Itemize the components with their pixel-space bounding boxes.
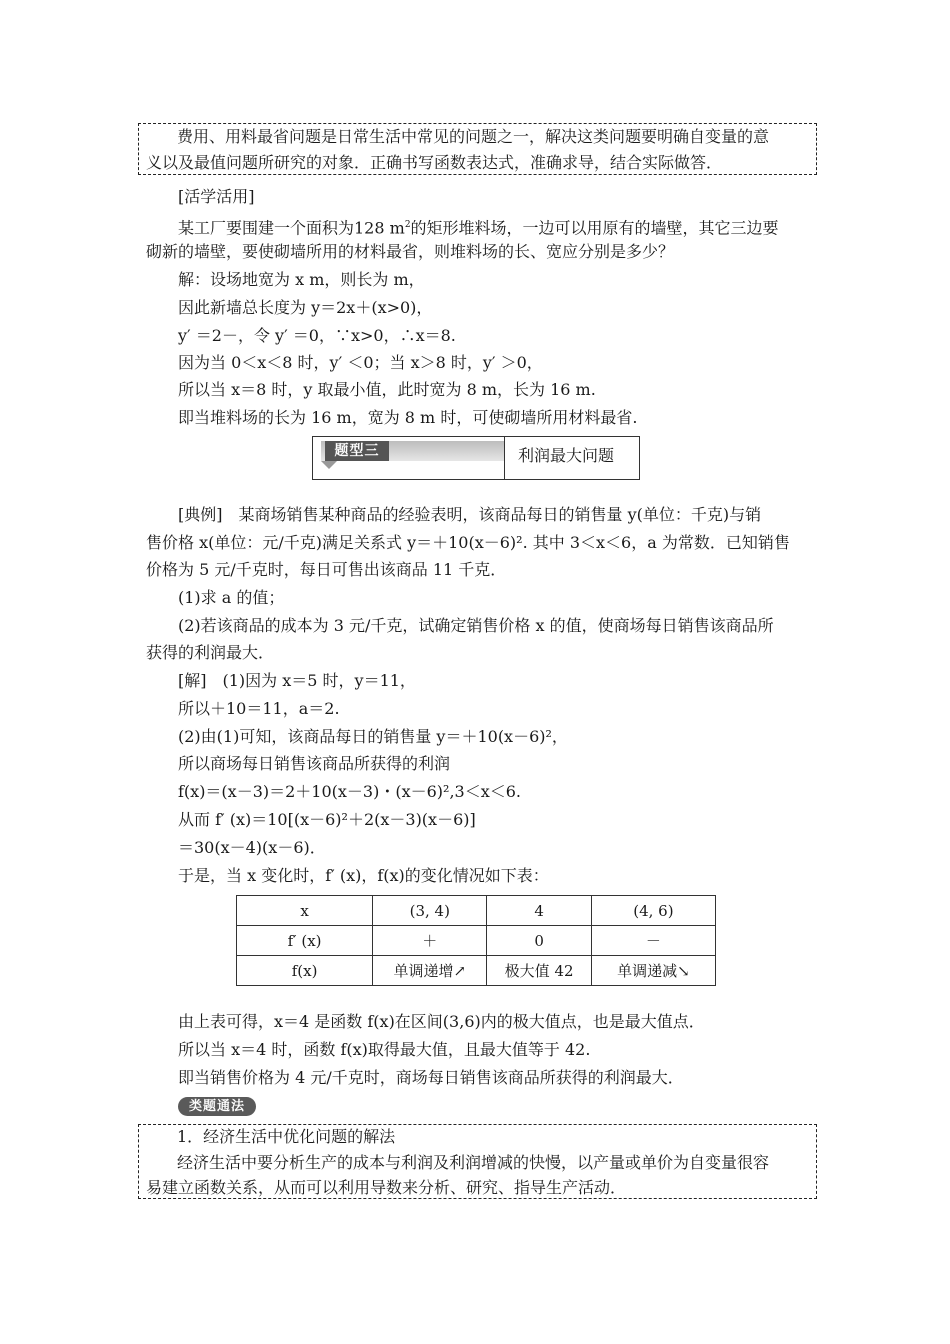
answer-line-3: (2)由(1)可知，该商品每日的销售量 y＝＋10(x－6)²，	[178, 727, 568, 746]
conclusion-line-3: 即当销售价格为 4 元/千克时，商场每日销售该商品所获得的利润最大．	[178, 1068, 684, 1087]
solution-line-5: 所以当 x＝8 时，y 取最小值，此时宽为 8 m，长为 16 m.	[178, 380, 596, 399]
table-cell: f(x)	[237, 956, 373, 986]
example-line-2: 售价格 x(单位：元/千克)满足关系式 y＝＋10(x－6)². 其中 3＜x＜6，a 为常数．已知销售	[146, 533, 790, 552]
table-cell: f′ (x)	[237, 926, 373, 956]
table-cell: 单调递增↗	[373, 956, 487, 986]
method-label: 类题通法	[178, 1097, 256, 1116]
answer-line-1: [解] (1)因为 x＝5 时，y＝11，	[178, 671, 416, 690]
solution-line-6: 即当堆料场的长为 16 m，宽为 8 m 时，可使砌墙所用材料最省.	[178, 408, 638, 427]
note-bottom-line-2: 经济生活中要分析生产的成本与利润及利润增减的快慢，以产量或单价为自变量很容	[177, 1153, 770, 1172]
table-cell: 4	[487, 896, 591, 926]
section-tag	[321, 441, 504, 461]
solution-line-4: 因为当 0＜x＜8 时，y′ ＜0；当 x＞8 时，y′ ＞0，	[178, 353, 543, 372]
conclusion-line-2: 所以当 x＝4 时，函数 f(x)取得最大值，且最大值等于 42.	[178, 1040, 591, 1059]
solution-line-1: 解：设场地宽为 x m，则长为 m，	[178, 270, 425, 289]
variation-table	[236, 895, 716, 986]
question-2-line-1: (2)若该商品的成本为 3 元/千克，试确定销售价格 x 的值，使商场每日销售该商品所	[178, 616, 774, 635]
practice-heading: [活学活用]	[178, 187, 255, 206]
answer-line-5: f(x)＝(x－3)＝2＋10(x－3)・(x－6)²,3＜x＜6.	[178, 782, 522, 801]
question-1: (1)求 a 的值；	[178, 588, 285, 607]
note-bottom-line-1: 1．经济生活中优化问题的解法	[177, 1127, 396, 1146]
table-row	[237, 926, 716, 956]
note-top-line-1: 费用、用料最省问题是日常生活中常见的问题之一，解决这类问题要明确自变量的意	[177, 127, 770, 146]
note-bottom-line-3: 易建立函数关系，从而可以利用导数来分析、研究、指导生产活动．	[146, 1178, 627, 1197]
table-cell: －	[591, 926, 715, 956]
table-row	[237, 896, 716, 926]
banner-divider	[504, 437, 505, 479]
practice-problem-line-2: 砌新的墙壁，要使砌墙所用的材料最省，则堆料场的长、宽应分别是多少？	[146, 242, 675, 261]
table-cell: (4, 6)	[591, 896, 715, 926]
practice-problem-line-1: 某工厂要围建一个面积为128 $m^2$的矩形堆料场，一边可以用原有的墙壁，其它三边要	[178, 218, 779, 238]
note-top-line-2: 义以及最值问题所研究的对象．正确书写函数表达式，准确求导，结合实际做答．	[146, 153, 723, 172]
section-title: 利润最大问题	[518, 446, 615, 465]
example-line-1: [典例] 某商场销售某种商品的经验表明，该商品每日的销售量 y(单位：千克)与销	[178, 505, 762, 524]
answer-line-8: 于是，当 x 变化时，f′ (x)，f(x)的变化情况如下表：	[178, 866, 549, 885]
answer-line-2: 所以＋10＝11，a＝2.	[178, 699, 340, 718]
table-cell: 单调递减↘	[591, 956, 715, 986]
table-cell: ＋	[373, 926, 487, 956]
answer-line-6: 从而 f′ (x)＝10[(x－6)²＋2(x－3)(x－6)]	[178, 810, 476, 829]
section-tag-label: 题型三	[325, 441, 389, 461]
conclusion-line-1: 由上表可得，x＝4 是函数 f(x)在区间(3,6)内的极大值点，也是最大值点．	[178, 1012, 705, 1031]
solution-line-2: 因此新墙总长度为 y＝2x＋(x>0)，	[178, 298, 433, 317]
answer-line-7: ＝30(x－4)(x－6)．	[178, 838, 326, 857]
table-row	[237, 956, 716, 986]
table-cell: x	[237, 896, 373, 926]
banner-arrow-icon	[321, 461, 337, 469]
question-2-line-2: 获得的利润最大．	[146, 643, 275, 662]
solution-line-3: y′ ＝2－，令 y′ ＝0，∵x>0，∴x＝8.	[178, 326, 456, 345]
section-banner	[312, 436, 640, 480]
table-cell: (3, 4)	[373, 896, 487, 926]
table-cell: 极大值 42	[487, 956, 591, 986]
answer-line-4: 所以商场每日销售该商品所获得的利润	[178, 754, 451, 773]
example-line-3: 价格为 5 元/千克时，每日可售出该商品 11 千克．	[146, 560, 507, 579]
table-cell: 0	[487, 926, 591, 956]
